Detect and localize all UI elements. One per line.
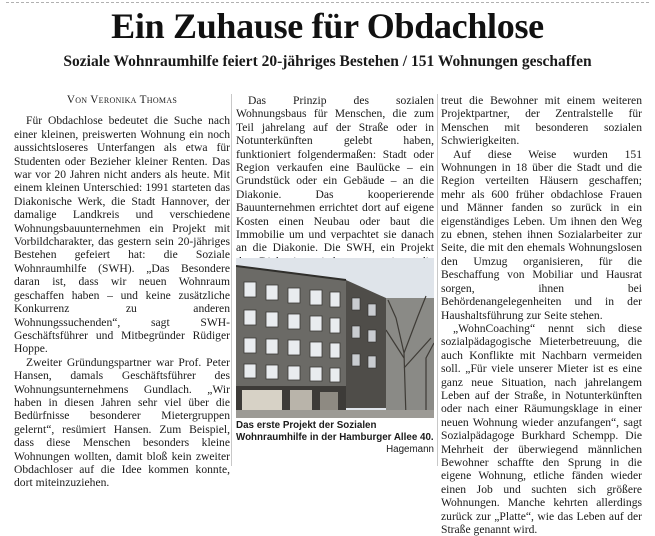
column-divider [437, 94, 438, 466]
caption-text: Das erste Projekt der Sozialen Wohnraumhilfe in der Hamburger Allee 40. [236, 420, 434, 443]
byline: Von Veronika Thomas [66, 94, 178, 106]
paragraph: Das Prinzip des sozialen Wohnungsbaus für Menschen, die zum Teil jahrelang auf der Straße oder in Notunterkünften gelebt haben, funktioniert folgendermaßen: Stadt oder Region verkaufen eine Baulücke – ein Grundstück oder ein Gebäude – an die Diakonie. Das kooperierende Bauunternehmen errichtet dort auf eigene Kosten einen Neubau oder baut die Immobilie um und verpachtet sie danach an die Diakonie. Die SWH, ein Projekt [236, 94, 434, 255]
building-illustration [236, 258, 434, 418]
article-column-3 [441, 94, 642, 536]
photo-credit: Hagemann [386, 444, 434, 455]
article-column-2 [236, 94, 434, 282]
paragraph: treut die Bewohner mit einem weiteren Projektpartner, der Zentralstelle für Menschen mit besonderen sozialen Schwierigkeiten. [441, 94, 642, 148]
top-dashed-rule [6, 2, 649, 3]
building-photo [236, 258, 434, 418]
paragraph: „WohnCoaching“ nennt sich diese sozialpädagogische Mieterbetreuung, die auch Konflikte mit Nachbarn vermeiden soll. „Für viele unserer Mieter ist es eine ganz neue Situation, nach jahrelangem Leben auf der Straße, in Notunterkünften oder nach einer Räumungsklage in einer neuen Wohnung wieder anzufangen“, sagt Sozialpädagoge Burkhard Schempp. Die Mehrheit der überwiegend männlichen Bewohner schaffte den Sprung in die eigene Wohnung, etliche fänden wieder einen Job und suchten sich größere Wohnungen. Manche kehrten allerdings zurück zur „Platte“, wie das Leben auf der Straße genannt wird. [441, 321, 642, 536]
photo-caption [236, 420, 434, 456]
headline: Ein Zuhause für Obdachlose [111, 6, 544, 46]
paragraph: Für Obdachlose bedeutet die Suche nach einer kleinen, preiswerten Wohnung ein noch aussichtsloseres Unterfangen als etwa für Studenten oder Bezieher kleiner Renten. Das war vor 20 Jahren nicht anders als heute. Mit einem kleinen Unterschied: 1991 starteten das Diakonische Werk, die Stadt Hannover, der damalige Landkreis und verschiedene Wohnungsbauunternehmen ein Projekt mit Vorbildcharakter, das gestern sein 20-jähriges Bestehen gefeiert hat: die Soziale Wohnraumhilfe (SWH). „Das Besondere daran ist, dass wir neuen Wohnraum geschaffen haben – und keine zusätzliche Konkurrenz zu anderen Wohnungssuchenden“, sagt SWH-Geschäftsführer und Mitbegründer Rüdiger Hoppe. [14, 114, 230, 356]
subheadline: Soziale Wohnraumhilfe feiert 20-jähriges Bestehen / 151 Wohnungen geschaffen [63, 53, 592, 70]
paragraph: Zweiter Gründungspartner war Prof. Peter Hansen, damals Geschäftsführer des Wohnungsunternehmens Gundlach. „Wir haben in diesen Jahren sehr viel über die Bedürfnisse besonderer Mietergruppen gelernt“, resümiert Hansen. Zum Beispiel, dass diese Menschen besonders kleine Wohnungen wollten, damit bloß kein zweiter Obdachloser auf die Idee kommen konnte, dort miteinzuziehen. [14, 355, 230, 490]
article-column-1 [14, 94, 230, 490]
column-divider [231, 94, 232, 466]
paragraph: Auf diese Weise wurden 151 Wohnungen in 18 über die Stadt und die Region verteilten Häusern geschaffen; mehr als 600 früher obdachlose Frauen und Männer fanden so zurück in ein eigenständiges Leben. Um ihnen den Weg zu ebnen, stehen ihnen Sozialarbeiter zur Seite, die mit den ehemals Wohnungslosen den Umzug organisieren, für die Beschaffung von Mobiliar und Hausrat sorgen, ihnen bei Behördenangelegenheiten und in der Haushaltsführung zur Seite stehen. [441, 147, 642, 322]
